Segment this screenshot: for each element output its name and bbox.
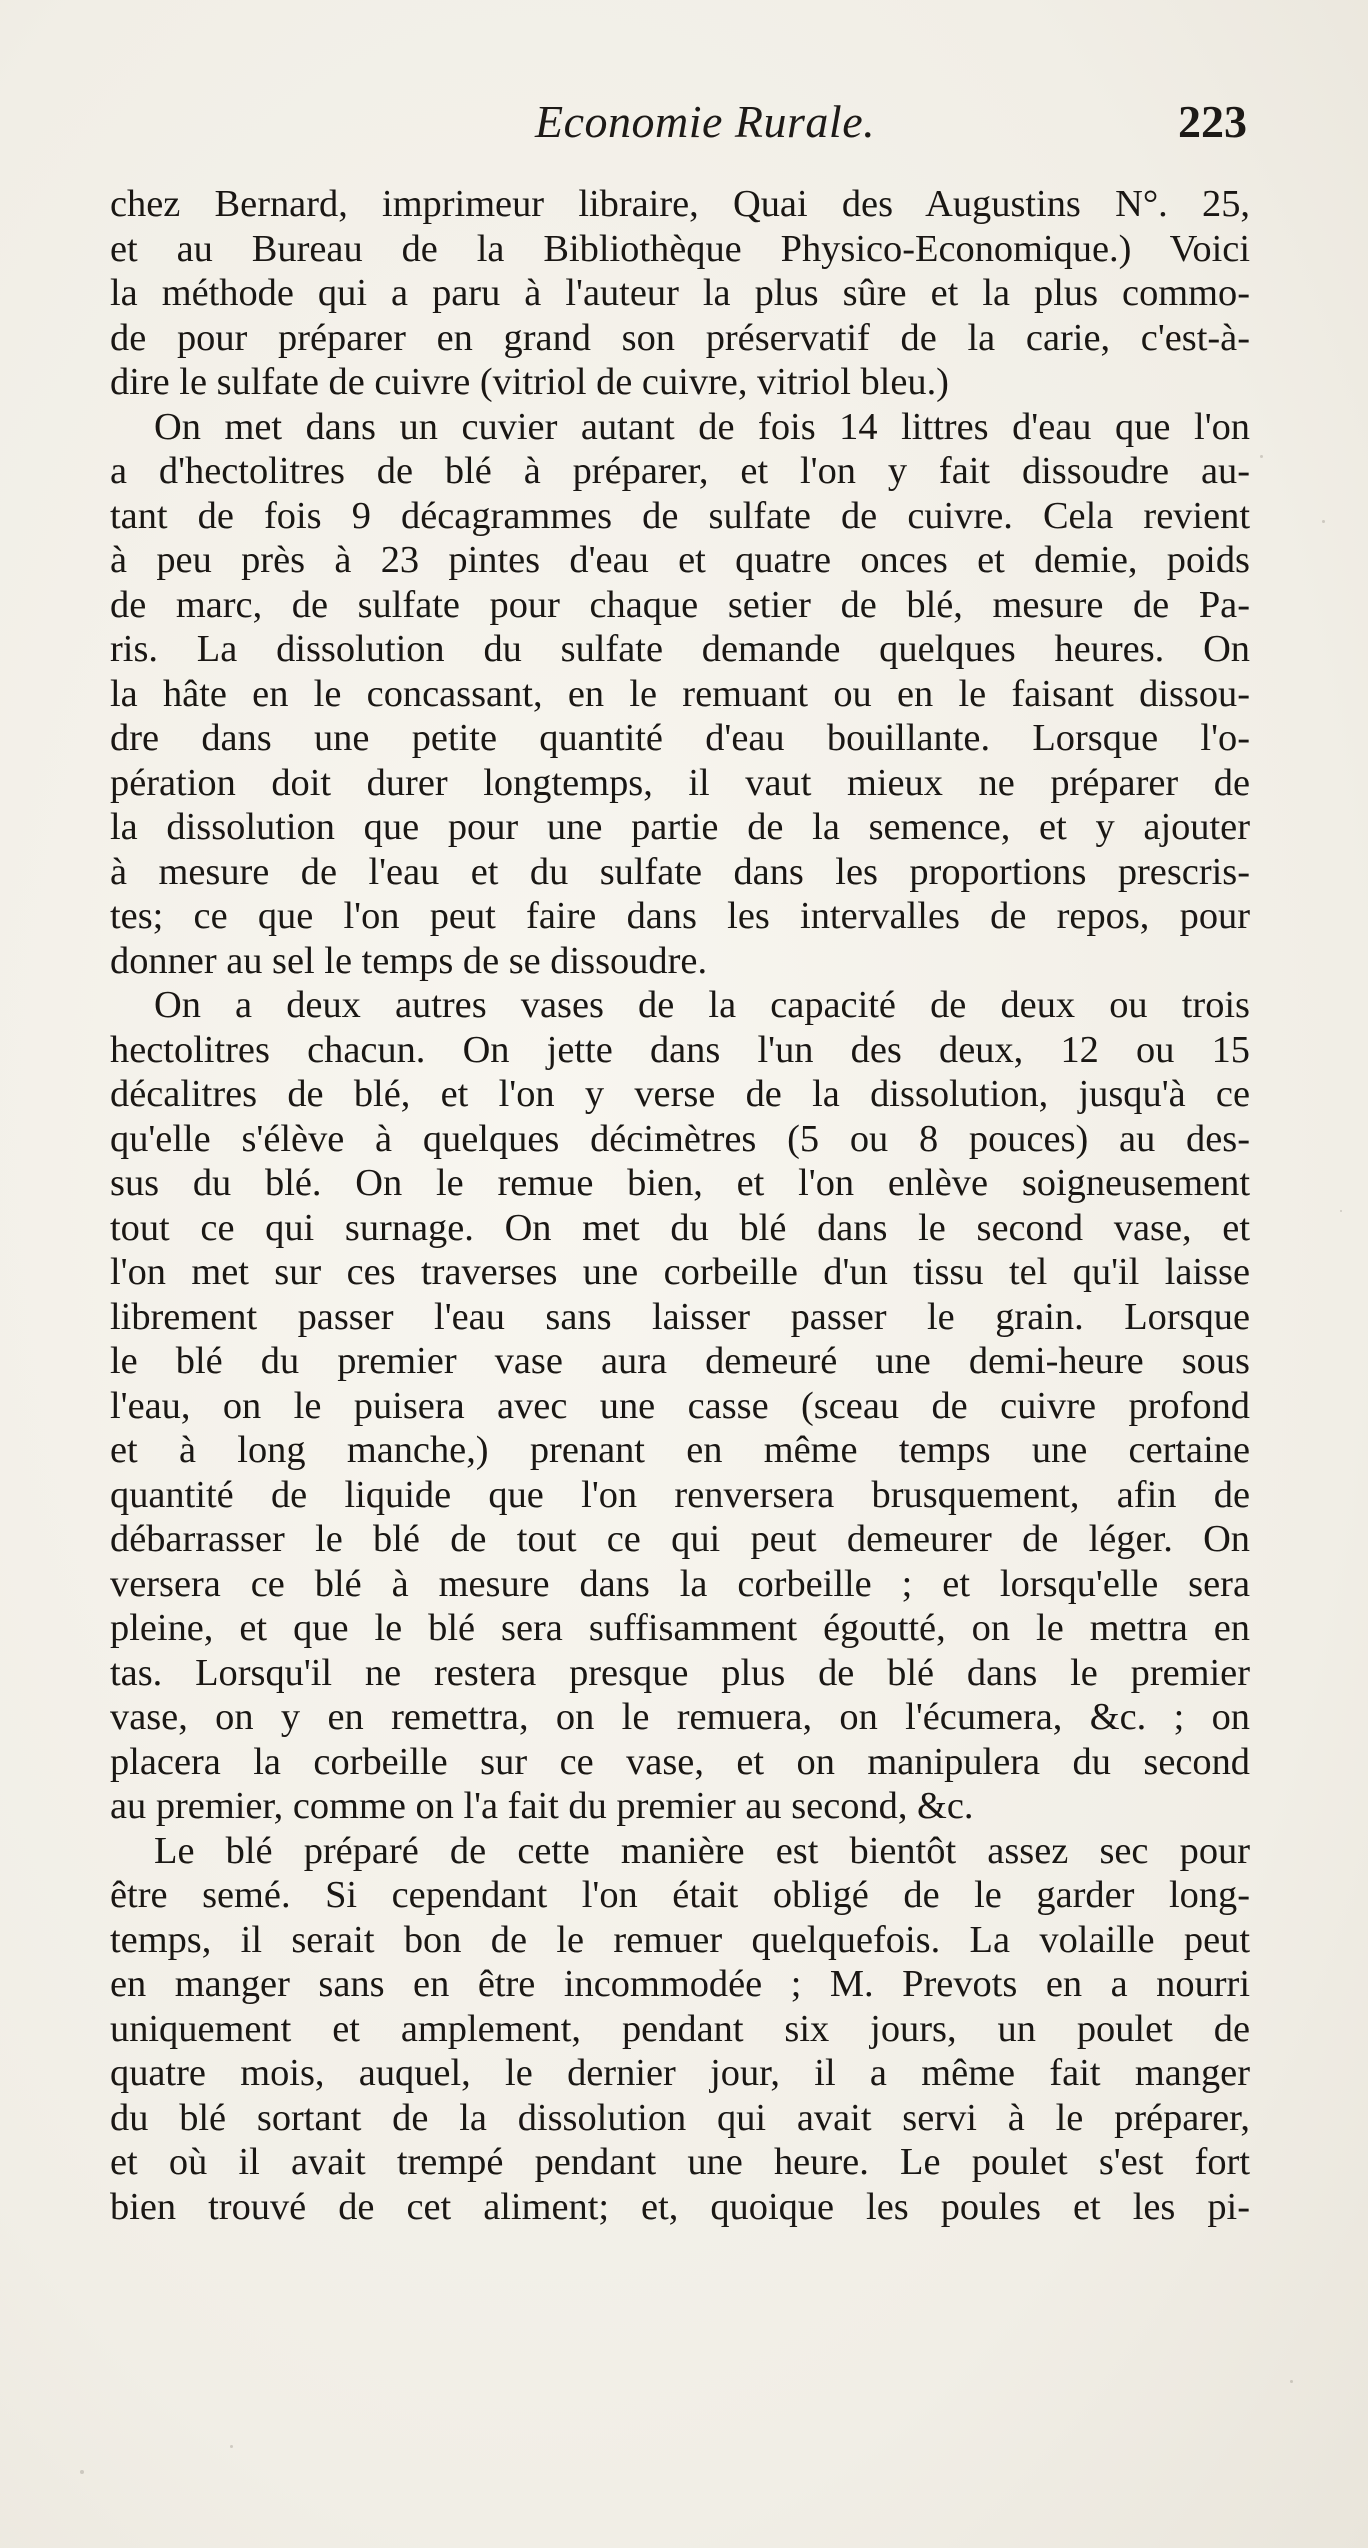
text-line: versera ce blé à mesure dans la corbeille ; et lorsqu'elle sera [110, 1562, 1250, 1605]
text-line: pleine, et que le blé sera suffisamment égoutté, on le mettra en [110, 1607, 1250, 1649]
text-line: de pour préparer en grand son préservatif de la carie, c'est-à- [110, 316, 1250, 359]
text-line: vase, on y en remettra, on le remuera, on l'écumera, &c. ; on [110, 1696, 1250, 1738]
paper-speck [1340, 1210, 1342, 1212]
text-line: à peu près à 23 pintes d'eau et quatre onces et demie, poids [110, 539, 1250, 581]
paper-speck [230, 2445, 233, 2448]
text-line: tes; ce que l'on peut faire dans les intervalles de repos, pour [110, 895, 1250, 937]
text-line: la dissolution que pour une partie de la semence, et y ajouter [110, 806, 1250, 848]
text-line: être semé. Si cependant l'on était obligé de le garder long- [110, 1874, 1250, 1916]
paper-speck [1322, 520, 1325, 523]
text-line: débarrasser le blé de tout ce qui peut demeurer de léger. On [110, 1518, 1250, 1560]
text-line: pération doit durer longtemps, il vaut mieux ne préparer de [110, 761, 1250, 804]
text-line: placera la corbeille sur ce vase, et on manipulera du second [110, 1740, 1250, 1783]
text-line: et à long manche,) prenant en même temps une certaine [110, 1429, 1250, 1471]
text-line: hectolitres chacun. On jette dans l'un des deux, 12 ou 15 [110, 1028, 1250, 1071]
text-line: de marc, de sulfate pour chaque setier de blé, mesure de Pa- [110, 583, 1250, 626]
text-line: quantité de liquide que l'on renversera brusquement, afin de [110, 1473, 1250, 1516]
text-line: On a deux autres vases de la capacité de deux ou trois [154, 984, 1250, 1026]
text-line: et au Bureau de la Bibliothèque Physico-Economique.) Voici [110, 227, 1250, 270]
text-line: le blé du premier vase aura demeuré une demi-heure sous [110, 1340, 1250, 1382]
text-line: ris. La dissolution du sulfate demande quelques heures. On [110, 628, 1250, 670]
text-line: uniquement et amplement, pendant six jours, un poulet de [110, 2007, 1250, 2050]
text-line: à mesure de l'eau et du sulfate dans les proportions prescris- [110, 850, 1250, 893]
text-line: dre dans une petite quantité d'eau bouillante. Lorsque l'o- [110, 717, 1250, 759]
page-number: 223 [1178, 96, 1247, 147]
text-line: la hâte en le concassant, en le remuant ou en le faisant dissou- [110, 672, 1250, 715]
text-line: la méthode qui a paru à l'auteur la plus sûre et la plus commo- [110, 272, 1250, 314]
text-line: qu'elle s'élève à quelques décimètres (5 ou 8 pouces) au des- [110, 1117, 1250, 1160]
text-line: tout ce qui surnage. On met du blé dans le second vase, et [110, 1206, 1250, 1249]
text-line: On met dans un cuvier autant de fois 14 littres d'eau que l'on [154, 405, 1250, 448]
text-line: et où il avait trempé pendant une heure. Le poulet s'est fort [110, 2141, 1250, 2183]
text-line: en manger sans en être incommodée ; M. Prevots en a nourri [110, 1963, 1250, 2005]
text-line: l'on met sur ces traverses une corbeille d'un tissu tel qu'il laisse [110, 1251, 1250, 1293]
running-head [110, 95, 1255, 165]
text-line: Le blé préparé de cette manière est bientôt assez sec pour [154, 1829, 1250, 1872]
text-line: temps, il serait bon de le remuer quelquefois. La volaille peut [110, 1918, 1250, 1961]
text-line: sus du blé. On le remue bien, et l'on enlève soigneusement [110, 1162, 1250, 1204]
text-line: a d'hectolitres de blé à préparer, et l'on y fait dissoudre au- [110, 450, 1250, 492]
text-line: librement passer l'eau sans laisser passer le grain. Lorsque [110, 1295, 1250, 1338]
paper-speck [1290, 2380, 1293, 2383]
text-line: chez Bernard, imprimeur libraire, Quai des Augustins N°. 25, [110, 183, 1250, 225]
text-line: bien trouvé de cet aliment; et, quoique les poules et les pi- [110, 2185, 1250, 2228]
text-line: donner au sel le temps de se dissoudre. [110, 939, 708, 982]
text-line: au premier, comme on l'a fait du premier au second, &c. [110, 1785, 974, 1827]
text-line: tant de fois 9 décagrammes de sulfate de cuivre. Cela revient [110, 494, 1250, 537]
paper-speck [80, 2470, 84, 2474]
paper-speck [1260, 455, 1263, 458]
text-line: du blé sortant de la dissolution qui avait servi à le préparer, [110, 2096, 1250, 2139]
text-line: quatre mois, auquel, le dernier jour, il a même fait manger [110, 2052, 1250, 2094]
text-line: décalitres de blé, et l'on y verse de la dissolution, jusqu'à ce [110, 1073, 1250, 1115]
body-text [110, 182, 1250, 2229]
text-line: tas. Lorsqu'il ne restera presque plus de blé dans le premier [110, 1651, 1250, 1694]
text-line: dire le sulfate de cuivre (vitriol de cuivre, vitriol bleu.) [110, 361, 949, 403]
text-line: l'eau, on le puisera avec une casse (sceau de cuivre profond [110, 1384, 1250, 1427]
running-title: Economie Rurale. [535, 96, 876, 147]
